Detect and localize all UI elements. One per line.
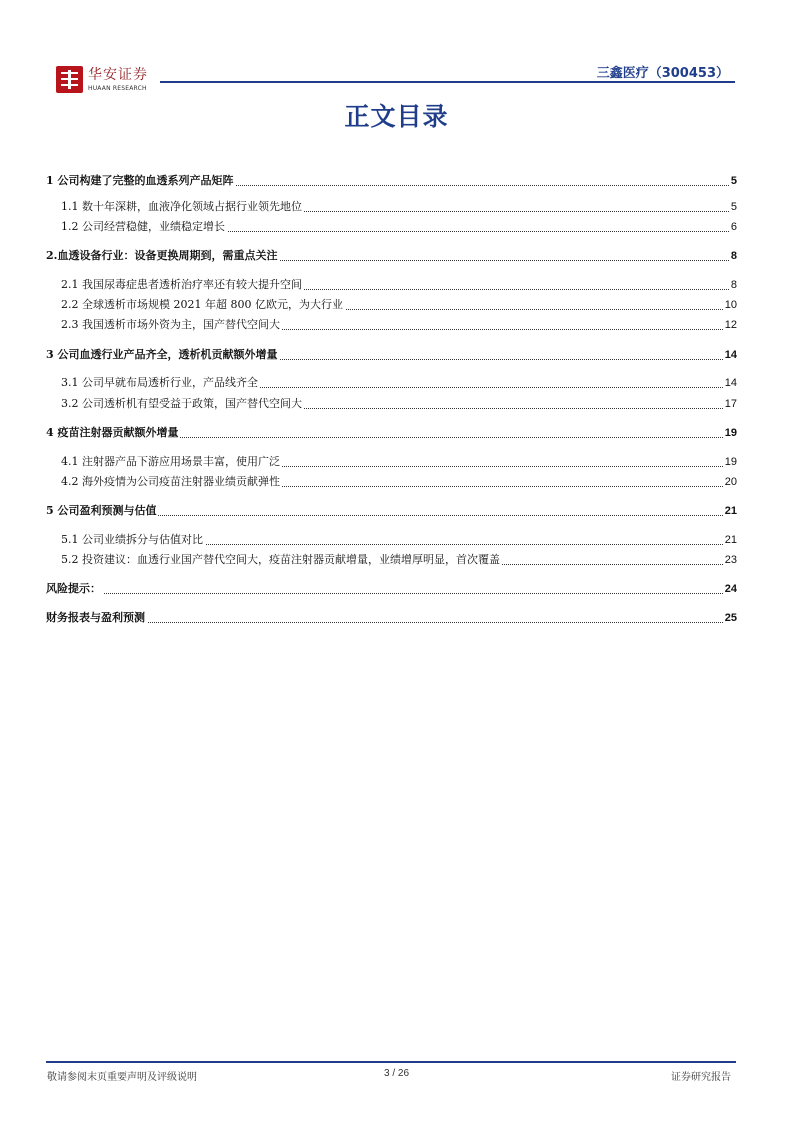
huaan-logo <box>56 66 156 96</box>
toc-entry[interactable] <box>61 453 737 469</box>
toc-entry-page: 8 <box>730 250 737 262</box>
page-title: 正文目录 <box>344 102 449 131</box>
toc-entry-title: 2.3 我国透析市场外资为主，国产替代空间大 <box>61 318 280 331</box>
footer-page-number: 3 / 26 <box>383 1068 410 1079</box>
logo-seal-icon <box>56 66 83 93</box>
toc-entry[interactable] <box>46 502 737 518</box>
toc-entry-page: 23 <box>724 554 737 566</box>
toc-entry-title: 5 公司盈利预测与估值 <box>46 504 157 517</box>
header-company: 三鑫医疗（300453） <box>596 66 729 81</box>
toc-entry-title: 3.2 公司透析机有望受益于政策，国产替代空间大 <box>61 397 302 410</box>
toc-dot-leader <box>46 593 737 594</box>
toc-entry[interactable] <box>61 395 737 411</box>
header-rule <box>160 81 735 83</box>
toc-entry[interactable] <box>61 374 737 390</box>
toc-entry-page: 6 <box>730 221 737 233</box>
toc-entry-page: 5 <box>730 201 737 213</box>
toc-entry-title: 3.1 公司早就布局透析行业，产品线齐全 <box>61 376 258 389</box>
toc-entry-page: 17 <box>724 398 737 410</box>
toc-entry[interactable] <box>61 198 737 214</box>
toc-entry-title: 4 疫苗注射器贡献额外增量 <box>46 426 179 439</box>
toc-entry-page: 14 <box>724 377 737 389</box>
toc-entry-title: 1.2 公司经营稳健，业绩稳定增长 <box>61 220 225 233</box>
toc-entry-title: 5.1 公司业绩拆分与估值对比 <box>61 533 203 546</box>
toc-entry[interactable] <box>46 580 737 596</box>
footer-disclaimer: 敬请参阅末页重要声明及评级说明 <box>47 1072 197 1083</box>
toc-entry-title: 4.1 注射器产品下游应用场景丰富，使用广泛 <box>61 455 280 468</box>
toc-entry-title: 财务报表与盈利预测 <box>46 611 145 624</box>
toc-entry[interactable] <box>61 296 737 312</box>
toc-entry[interactable] <box>61 531 737 547</box>
toc-entry-title: 风险提示： <box>46 582 101 595</box>
toc-entry[interactable] <box>61 276 737 292</box>
toc-entry-title: 1.1 数十年深耕，血液净化领域占据行业领先地位 <box>61 200 302 213</box>
toc-entry-page: 14 <box>724 349 737 361</box>
toc-entry-title: 5.2 投资建议：血透行业国产替代空间大，疫苗注射器贡献增量，业绩增厚明显，首次覆盖 <box>61 553 500 566</box>
toc-entry[interactable] <box>46 172 737 188</box>
toc-entry[interactable] <box>46 247 737 263</box>
toc-entry[interactable] <box>46 424 737 440</box>
logo-en-text: HUAAN RESEARCH <box>88 85 147 92</box>
toc-dot-leader <box>46 622 737 623</box>
toc-entry-title: 2.1 我国尿毒症患者透析治疗率还有较大提升空间 <box>61 278 302 291</box>
toc-entry[interactable] <box>61 551 737 567</box>
footer-report-type: 证券研究报告 <box>671 1072 731 1083</box>
toc-entry-page: 5 <box>730 175 737 187</box>
toc-entry-page: 19 <box>724 427 737 439</box>
toc-entry-title: 2.血透设备行业：设备更换周期到，需重点关注 <box>46 249 278 262</box>
toc-entry-page: 24 <box>724 583 737 595</box>
toc-entry-page: 20 <box>724 476 737 488</box>
toc-entry-page: 21 <box>724 505 737 517</box>
toc-entry-page: 25 <box>724 612 737 624</box>
toc-entry[interactable] <box>46 609 737 625</box>
toc-entry[interactable] <box>61 218 737 234</box>
toc-entry-page: 12 <box>724 319 737 331</box>
toc-entry-title: 4.2 海外疫情为公司疫苗注射器业绩贡献弹性 <box>61 475 280 488</box>
footer-rule <box>46 1061 736 1063</box>
toc-entry[interactable] <box>61 316 737 332</box>
logo-cn-text: 华安证券 <box>88 67 148 83</box>
toc-entry-page: 21 <box>724 534 737 546</box>
toc-entry-title: 1 公司构建了完整的血透系列产品矩阵 <box>46 174 234 187</box>
toc-entry-title: 3 公司血透行业产品齐全，透析机贡献额外增量 <box>46 348 278 361</box>
toc-entry[interactable] <box>61 473 737 489</box>
toc-entry-page: 19 <box>724 456 737 468</box>
toc-entry-title: 2.2 全球透析市场规模 2021 年超 800 亿欧元，为大行业 <box>61 298 343 311</box>
toc-entry[interactable] <box>46 346 737 362</box>
toc-entry-page: 10 <box>724 299 737 311</box>
toc-entry-page: 8 <box>730 279 737 291</box>
